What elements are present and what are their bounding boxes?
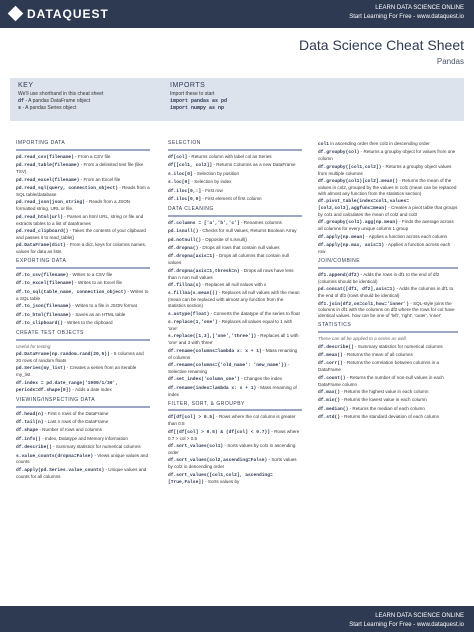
entry-code: df.dropna(axis=1,thresh=n): [168, 268, 240, 274]
entry-code: s.fillna(s.mean()): [168, 291, 218, 297]
entry-code: s.replace([1,3],['one','three']): [168, 334, 257, 340]
entry: [16, 228, 150, 241]
entry-code: s.replace(1,'one'): [168, 320, 218, 326]
section-heading: DATA CLEANING: [168, 207, 302, 217]
entry: [318, 149, 458, 162]
footer-tagline: [349, 612, 464, 630]
entry-desc: - From a dict, keys for columns names, values for data as lists: [16, 242, 147, 255]
entry: [16, 351, 150, 364]
entry-desc: - Returns a groupby object for values from one column: [318, 149, 456, 162]
section: [318, 259, 458, 319]
entry-desc: - Returns the mean of the values in col2, grouped by the values in col1 (mean can be replaced with almost any function from the statistics section): [318, 178, 457, 196]
entry-code: df.max(): [318, 390, 341, 395]
section: [16, 259, 150, 327]
entry-desc: - Reads from a JSON formatted string, URL or file.: [16, 199, 131, 212]
entry-code: df.dropna(axis=1): [168, 254, 215, 260]
entry-desc: - Converts the datatype of the series to float: [209, 310, 300, 316]
entry-code: df.sort_values(col2,ascending=False): [168, 458, 268, 464]
entry: [168, 362, 302, 375]
entry-desc: - Replaces all 1 with 'one' and 3 with 'three': [168, 333, 299, 346]
entry: [168, 245, 302, 252]
entry-desc: - Renames columns: [239, 219, 282, 225]
entry-code: df.set_index('column_one'): [168, 377, 240, 383]
entry-desc: - Unique values and counts for all columns: [16, 466, 147, 479]
imports-intro: Import these to start: [170, 91, 215, 97]
entry-desc: - Adds the columns in df1 to the end of df2 (rows should be identical): [318, 286, 454, 299]
column-3: [318, 141, 458, 425]
entry-desc: - Opposite of s.isnull(): [201, 236, 248, 242]
section: [16, 398, 150, 480]
entry-desc: - Writes to a CSV file: [68, 272, 113, 277]
top-banner: [0, 0, 474, 28]
entry-code: pd.DataFrame(dict): [16, 243, 66, 249]
entry: [318, 375, 458, 388]
entry: [168, 282, 302, 289]
entry: [168, 268, 302, 281]
key-imports-box: [10, 78, 464, 121]
entry: [16, 427, 150, 434]
entry-desc: - Finds the average across all columns for every unique column 1 group: [318, 219, 454, 232]
entry-desc: - Returns the mean of all columns: [342, 351, 413, 357]
entry: [168, 376, 302, 383]
section-heading: EXPORTING DATA: [16, 259, 150, 269]
entry-code: s.value_counts(dropna=False): [16, 453, 94, 459]
entry-desc: - Views unique values and counts: [16, 452, 149, 465]
entry-code: pd.read_table(filename): [16, 163, 80, 169]
entry: [318, 272, 458, 285]
imports-heading: IMPORTS: [170, 82, 206, 89]
entry: [318, 164, 458, 177]
entry-code: df.tail(n): [16, 419, 44, 425]
entry: [168, 429, 302, 442]
entry-desc: - Rows where 0.7 > col > 0.5: [168, 428, 300, 441]
entry-code: df.rename(columns={'old_name': 'new_name'}): [168, 362, 287, 368]
entry-desc: - Reads from a SQL table/database: [16, 185, 150, 197]
entry: [168, 162, 302, 169]
entry-code: s.astype(float): [168, 311, 210, 317]
tagline-line-2[interactable]: Start Learning For Free - www.dataquest.io: [349, 14, 464, 20]
entry-desc: - 5 columns and 20 rows of random floats: [16, 351, 144, 364]
entry-desc: - Sorts values by col2 in descending order: [168, 457, 297, 470]
section-heading: JOIN/COMBINE: [318, 259, 458, 269]
entry: [168, 188, 302, 195]
entry-desc: - Selection by position: [192, 170, 240, 176]
entry-code: df.min(): [318, 398, 341, 404]
entry: [318, 286, 458, 299]
entry-code: df.sort_values([col1,col2], ascending=[True,False]): [168, 472, 273, 485]
section: [168, 141, 302, 203]
entry: [16, 320, 150, 327]
entry: [168, 196, 302, 203]
entry: [318, 406, 458, 413]
key-df-code: df: [18, 98, 25, 104]
entry: [16, 272, 150, 279]
entry-desc: - Writes to an Excel file: [73, 280, 123, 286]
entry-code: df.to_sql(table_name, connection_object): [16, 289, 127, 295]
entry: [168, 253, 302, 266]
entry-code: df.count(): [318, 375, 346, 381]
entry-code: df[(df[col] > 0.5) & (df[col] < 0.7)]: [168, 429, 270, 435]
entry: [16, 199, 150, 212]
entry-desc: - Drops all columns that contain null values: [168, 253, 289, 266]
entry-code: col1: [318, 142, 330, 147]
entry-desc: - Summary statistics for numerical columns: [51, 444, 141, 450]
entry: [16, 467, 150, 480]
entry-code: df1.append(df2): [318, 272, 360, 278]
entry: [168, 443, 302, 456]
entry-desc: - First row: [201, 187, 223, 193]
key-df-desc: - A pandas DataFrame object: [24, 98, 91, 104]
entry-desc: - Replaces all null values with the mean (mean can be replaced with almost any function from the statistics section): [168, 290, 300, 309]
entry-desc: - Selective renaming: [168, 361, 290, 374]
entry-desc: - Creates a series from an iterable my_list: [16, 365, 137, 378]
entry-desc: - Returns the median of each column: [348, 405, 425, 411]
entry-code: df.groupby(col): [318, 150, 360, 156]
entry: [16, 411, 150, 418]
section-note: Useful for testing: [16, 343, 51, 349]
entry-code: pd.DataFrame(np.random.rand(20,5)): [16, 352, 110, 358]
entry-code: df.rename(columns=lambda x: x + 1): [168, 348, 262, 354]
import-pandas: import pandas as pd: [170, 98, 228, 104]
entry-code: df.index = pd.date_range('1900/1/30', periods=df.shape[0]): [16, 380, 118, 393]
entry: [168, 228, 302, 235]
entry-code: pd.Series(my_list): [16, 366, 66, 372]
entry: [16, 312, 150, 319]
entry-desc: - Replaces all null values with x: [201, 282, 267, 287]
entry-code: df.shape: [16, 428, 39, 434]
entry-code: pd.read_csv(filename): [16, 154, 74, 160]
entry-code: df.to_json(filename): [16, 304, 72, 310]
section-heading: SELECTION: [168, 141, 302, 151]
entry: [16, 380, 150, 394]
entry: [318, 178, 458, 197]
entry-code: df.columns = ['a','b','c']: [168, 220, 240, 226]
section-heading: IMPORTING DATA: [16, 141, 150, 151]
entry-desc: - Returns the number of non-null values in each DataFrame column: [318, 374, 444, 387]
entry-code: df.apply(np.mean): [318, 234, 365, 240]
entry-desc: - Adds the rows in df1 to the end of df2 (columns should be identical): [318, 271, 440, 284]
entry: [16, 436, 150, 443]
entry-code: df.describe(): [16, 445, 52, 451]
entry: [318, 234, 458, 241]
entry: [168, 414, 302, 427]
entry-code: df.info(): [16, 436, 41, 442]
entry-desc: - Selection by index: [190, 179, 232, 185]
tagline-line-1: LEARN DATA SCIENCE ONLINE: [375, 5, 464, 11]
entry: [16, 453, 150, 466]
entry: [168, 171, 302, 178]
entry: [318, 301, 458, 320]
entry-desc: - Checks for null Values, Returns Boolean Array: [198, 228, 297, 234]
page-title: Data Science Cheat Sheet: [299, 37, 464, 53]
entry-desc: - From an Excel file: [79, 176, 121, 182]
footer-line-1: LEARN DATA SCIENCE ONLINE: [375, 613, 464, 619]
logo-diamond-icon: [8, 6, 24, 22]
column-2: [168, 141, 302, 489]
section-note: These can all be applied to a series as well.: [318, 336, 407, 342]
section: [16, 141, 150, 255]
entry-desc: - Saves as an HTML table: [71, 311, 126, 317]
entry: [318, 141, 458, 148]
entry-code: df.to_html(filename): [16, 312, 72, 318]
entry-desc: - Writes to the clipboard: [62, 319, 113, 325]
entry-code: df.to_csv(filename): [16, 273, 69, 278]
entry-code: df.head(n): [16, 411, 44, 417]
entry: [16, 289, 150, 302]
section: [318, 323, 458, 421]
entry-code: pd.notnull(): [168, 237, 202, 243]
entry-desc: - Rows where the col column is greater than 0.5: [168, 414, 296, 427]
entry: [16, 419, 150, 426]
entry: [16, 154, 150, 161]
entry-code: df.sort_values(col1): [168, 444, 224, 450]
import-numpy: import numpy as np: [170, 105, 225, 111]
tagline: [349, 4, 464, 22]
entry-desc: - Last n rows of the DataFrame: [43, 418, 109, 424]
entry: [318, 242, 458, 255]
entry: [16, 365, 150, 378]
key-s-code: s: [18, 105, 22, 111]
entry: [168, 311, 302, 318]
entry-desc: - Adds a date index: [71, 386, 112, 392]
entry-desc: - Returns column with label col as Series: [187, 153, 272, 159]
entry-code: df.to_clipboard(): [16, 320, 63, 326]
entry-code: df.groupby(col1).agg(np.mean): [318, 220, 398, 226]
entry-desc: - From a CSV file: [73, 153, 111, 159]
entry-desc: - Index, Datatype and Memory information: [40, 435, 128, 441]
entry: [16, 242, 150, 255]
entry-desc: - Takes the contents of your clipboard and passes it to read_table(): [16, 227, 146, 240]
entry-code: df.rename(index=lambda x: x + 1): [168, 385, 257, 391]
entry-desc: - Drops all rows that contain null values: [198, 244, 280, 250]
dataquest-logo[interactable]: [10, 7, 109, 21]
entry: [318, 344, 458, 351]
logo-text: DATAQUEST: [27, 7, 109, 21]
entry-desc: - Applies a function across each row: [318, 242, 451, 255]
entry: [16, 177, 150, 184]
entry: [168, 319, 302, 332]
entry-desc: - Sorts values by col1 in ascending order: [168, 443, 296, 455]
entry-desc: - Mass renaming of columns: [168, 347, 298, 360]
entry-desc: - Returns the standard deviation of each column: [340, 414, 440, 420]
entry-code: pd.read_html(url): [16, 214, 63, 220]
entry: [168, 290, 302, 309]
section-heading: VIEWING/INSPECTING DATA: [16, 398, 150, 408]
entry-code: df.describe(): [318, 344, 354, 350]
entry-code: pd.concat([df1, df2],axis=1): [318, 287, 396, 293]
entry: [318, 389, 458, 396]
entry-desc: - Returns the lowest value in each column: [340, 397, 427, 403]
entry-code: pd.read_sql(query, connection_object): [16, 186, 118, 192]
entry-desc: - Summary statistics for numerical columns: [353, 343, 443, 349]
section: [16, 331, 150, 394]
entry-code: df.fillna(x): [168, 283, 202, 288]
entry-desc: - Writes to a SQL table: [16, 288, 149, 301]
entry-desc: - Mass renaming of index: [168, 384, 297, 397]
entry-code: df[df[col] > 0.5]: [168, 415, 215, 421]
entry: [168, 348, 302, 361]
entry-desc: - Returns the highest value in each column: [340, 389, 429, 394]
page-subtitle: Pandas: [436, 57, 464, 66]
section: [318, 141, 458, 255]
key-heading: KEY: [18, 82, 34, 89]
entry-code: df.apply(np.max, axis=1): [318, 243, 385, 249]
entry-code: s.loc[0]: [168, 180, 191, 186]
entry-code: df.groupby([col1,col2]): [318, 164, 382, 170]
entry-desc: - Returns the correlation between columns in a DataFrame: [318, 360, 440, 373]
column-1: [16, 141, 150, 484]
entry: [318, 352, 458, 359]
entry: [318, 397, 458, 404]
entry-desc: - Returns a groupby object values from multiple columns: [318, 163, 452, 176]
entry-desc: - Number of rows and columns: [38, 427, 102, 433]
entry: [168, 385, 302, 398]
entry: [168, 472, 302, 486]
entry: [168, 154, 302, 161]
entry-desc: - Replaces all values equal to 1 with 'one': [168, 319, 293, 331]
entry-desc: - SQL-style joins the columns in df1 with the columns on df2 where the rows for col have identical values. how can be one of 'left', 'right', 'outer', 'inner': [318, 300, 455, 319]
entry-code: df.apply(pd.Series.value_counts): [16, 467, 105, 473]
entry: [16, 303, 150, 310]
entry-code: df1.join(df2,on=col1,how='inner'): [318, 301, 409, 307]
entry-code: df.corr(): [318, 361, 343, 367]
section-heading: FILTER, SORT, & GROUPBY: [168, 402, 302, 412]
entry-code: df[[col1, col2]]: [168, 163, 213, 169]
entry-desc: in ascending order then col2 in descending order: [329, 141, 430, 146]
entry-code: df.mean(): [318, 352, 343, 358]
entry: [168, 457, 302, 470]
entry: [16, 280, 150, 287]
entry: [318, 414, 458, 421]
entry-desc: - From a delimited text file (like TSV): [16, 162, 144, 175]
entry-desc: - Applies a function across each column: [364, 233, 448, 239]
entry-desc: - Sorts values by: [203, 478, 240, 484]
entry: [16, 444, 150, 451]
entry-code: df.iloc[0,0]: [168, 196, 202, 202]
entry-code: df[col]: [168, 154, 188, 160]
entry: [16, 214, 150, 227]
entry: [318, 219, 458, 232]
entry-code: df.iloc[0,:]: [168, 188, 202, 194]
entry-code: df.median(): [318, 406, 349, 412]
imports-section: [170, 82, 370, 112]
key-s-desc: - A pandas Series object: [21, 105, 77, 111]
entry-desc: - First element of first column: [201, 195, 262, 201]
entry-code: df.groupby(col1)[col2].mean(): [318, 179, 398, 185]
entry: [318, 360, 458, 373]
entry-code: df.std(): [318, 415, 341, 421]
entry: [168, 333, 302, 346]
section-heading: STATISTICS: [318, 323, 458, 333]
entry-code: df.pivot_table(index=col1,values=[col2,col3],aggfunc=mean): [318, 199, 409, 212]
entry-desc: - Returns Columns as a new DataFrame: [212, 162, 296, 168]
entry: [318, 198, 458, 218]
entry-code: s.iloc[0]: [168, 171, 193, 177]
entry-code: df.to_excel(filename): [16, 281, 74, 287]
entry-code: pd.isnull(): [168, 229, 199, 235]
entry-code: df.dropna(): [168, 245, 199, 251]
entry-desc: - Parses an html URL, string or file and extracts tables to a list of dataframes: [16, 213, 144, 226]
entry: [16, 185, 150, 198]
footer-line-2[interactable]: Start Learning For Free - www.dataquest.io: [349, 622, 464, 628]
entry: [168, 179, 302, 186]
section: [168, 207, 302, 398]
key-intro: We'll use shorthand in this cheat sheet: [18, 91, 104, 97]
entry-desc: - Changes the index: [239, 376, 283, 382]
entry-desc: - Writes to a file in JSON format: [71, 303, 137, 309]
entry-desc: - First n rows of the DataFrame: [43, 410, 109, 416]
entry: [16, 162, 150, 175]
entry-code: pd.read_json(json_string): [16, 200, 85, 206]
entry-code: pd.read_excel(filename): [16, 177, 80, 183]
entry-code: pd.read_clipboard(): [16, 228, 69, 234]
bottom-banner: [0, 606, 474, 632]
section-heading: CREATE TEST OBJECTS: [16, 331, 150, 341]
section: [168, 402, 302, 486]
entry-desc: - Creates a pivot table that groups by col1 and calculates the mean of col2 and col3: [318, 205, 458, 218]
entry: [168, 220, 302, 227]
entry-desc: - Drops all rows have less than n non null values: [168, 267, 294, 280]
entry: [168, 237, 302, 244]
